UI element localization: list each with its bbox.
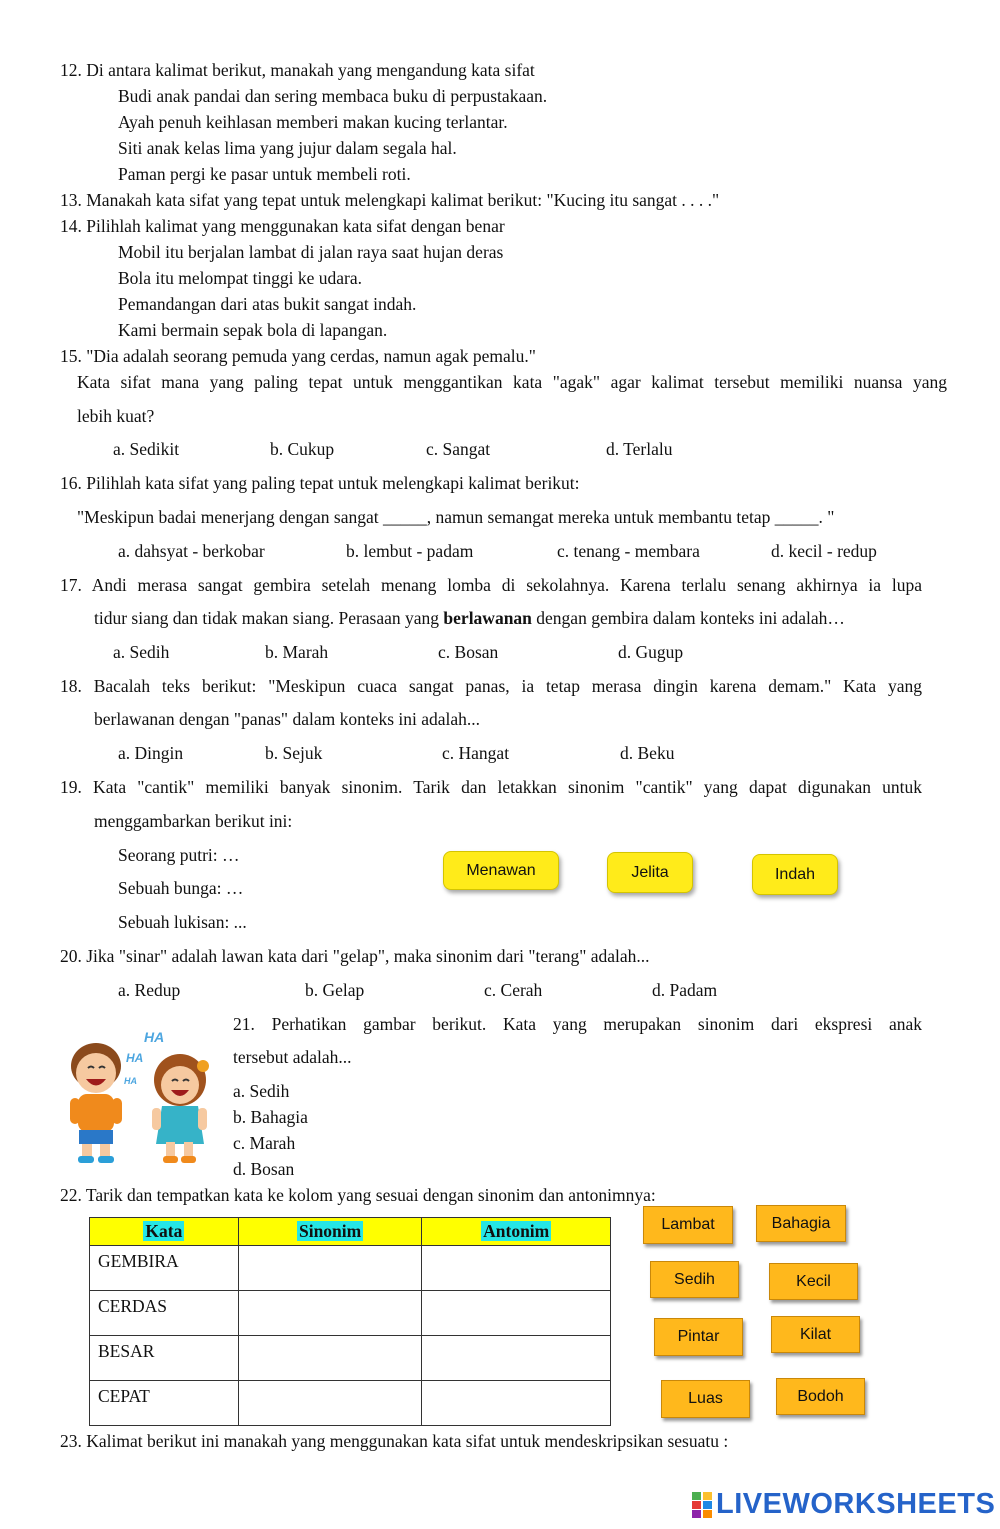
ha-text-2: HA — [126, 1051, 144, 1065]
q18-line2: berlawanan dengan "panas" dalam konteks ini adalah... — [94, 709, 481, 729]
q18-option-b[interactable]: b. Sejuk — [265, 743, 323, 763]
column-header-antonim: Antonim — [422, 1218, 611, 1246]
q18-line1: 18. Bacalah teks berikut: "Meskipun cuaca sangat panas, ia tetap merasa dingin karena demam." Kata yang — [60, 676, 922, 696]
q20-stem: 20. Jika "sinar" adalah lawan kata dari "gelap", maka sinonim dari "terang" adalah... — [60, 946, 650, 966]
q14-option-1: Mobil itu berjalan lambat di jalan raya saat hujan deras — [118, 242, 504, 262]
row-word: CEPAT — [90, 1381, 239, 1426]
q17-line1: 17. Andi merasa sangat gembira setelah menang lomba di sekolahnya. Karena terlalu senang akhirnya ia lupa — [60, 575, 922, 595]
drop-zone-sinonim[interactable] — [238, 1381, 422, 1426]
drop-zone-antonim[interactable] — [422, 1381, 611, 1426]
q21-option-a[interactable]: a. Sedih — [233, 1081, 290, 1101]
drag-tile-bahagia[interactable]: Bahagia — [756, 1205, 846, 1242]
drop-zone-antonim[interactable] — [422, 1291, 611, 1336]
table-row — [90, 1381, 611, 1426]
q12-option-3: Siti anak kelas lima yang jujur dalam segala hal. — [118, 138, 457, 158]
q20-option-a[interactable]: a. Redup — [118, 980, 181, 1000]
row-word: GEMBIRA — [90, 1246, 239, 1291]
q18-option-c[interactable]: c. Hangat — [442, 743, 510, 763]
drop-zone-sinonim[interactable] — [238, 1336, 422, 1381]
drag-tile-luas[interactable]: Luas — [661, 1380, 750, 1418]
drop-zone-antonim[interactable] — [422, 1246, 611, 1291]
q21-option-b[interactable]: b. Bahagia — [233, 1107, 308, 1127]
q12-option-4: Paman pergi ke pasar untuk membeli roti. — [118, 164, 411, 184]
q23-stem: 23. Kalimat berikut ini manakah yang menggunakan kata sifat untuk mendeskripsikan sesuatu : — [60, 1431, 729, 1451]
drag-tile-kecil[interactable]: Kecil — [769, 1263, 858, 1300]
drag-tile-bodoh[interactable]: Bodoh — [776, 1378, 865, 1415]
q21-option-c[interactable]: c. Marah — [233, 1133, 296, 1153]
liveworksheets-brand: LIVEWORKSHEETS — [716, 1488, 996, 1520]
q21-line2: tersebut adalah... — [233, 1047, 352, 1067]
q18-option-a[interactable]: a. Dingin — [118, 743, 184, 763]
column-header-kata: Kata — [90, 1218, 239, 1246]
q19-item-putri: Seorang putri: … — [118, 845, 240, 865]
q16-option-a[interactable]: a. dahsyat - berkobar — [118, 541, 265, 561]
q12-stem: 12. Di antara kalimat berikut, manakah yang mengandung kata sifat — [60, 60, 535, 80]
q15-option-a[interactable]: a. Sedikit — [113, 439, 180, 459]
q17-option-d[interactable]: d. Gugup — [618, 642, 684, 662]
girl-figure — [152, 1054, 209, 1163]
q20-option-b[interactable]: b. Gelap — [305, 980, 365, 1000]
q14-option-2: Bola itu melompat tinggi ke udara. — [118, 268, 362, 288]
q14-option-3: Pemandangan dari atas bukit sangat indah. — [118, 294, 417, 314]
laughing-children-image — [62, 1018, 222, 1168]
q16-stem: 16. Pilihlah kata sifat yang paling tepat untuk melengkapi kalimat berikut: — [60, 473, 580, 493]
column-header-sinonim: Sinonim — [238, 1218, 422, 1246]
q21-line1: 21. Perhatikan gambar berikut. Kata yang merupakan sinonim dari ekspresi anak — [233, 1014, 922, 1034]
synonym-antonym-table — [89, 1217, 611, 1426]
drag-choice-jelita[interactable]: Jelita — [607, 852, 693, 893]
q19-line1: 19. Kata "cantik" memiliki banyak sinonim. Tarik dan letakkan sinonim "cantik" yang dapat digunakan untuk — [60, 777, 922, 797]
table-row — [90, 1246, 611, 1291]
q16-option-b[interactable]: b. lembut - padam — [346, 541, 474, 561]
drag-tile-pintar[interactable]: Pintar — [654, 1318, 743, 1356]
q19-line2: menggambarkan berikut ini: — [94, 811, 293, 831]
q21-option-d[interactable]: d. Bosan — [233, 1159, 295, 1179]
q18-option-d[interactable]: d. Beku — [620, 743, 675, 763]
boy-figure — [70, 1043, 122, 1163]
q12-option-1: Budi anak pandai dan sering membaca buku di perpustakaan. — [118, 86, 548, 106]
table-row — [90, 1336, 611, 1381]
drop-zone-sinonim[interactable] — [238, 1291, 422, 1336]
q13-stem: 13. Manakah kata sifat yang tepat untuk melengkapi kalimat berikut: "Kucing itu sangat . . . ." — [60, 190, 720, 210]
drag-tile-lambat[interactable]: Lambat — [643, 1206, 733, 1244]
q16-option-d[interactable]: d. kecil - redup — [771, 541, 877, 561]
q12-option-2: Ayah penuh keihlasan memberi makan kucing terlantar. — [118, 112, 508, 132]
row-word: CERDAS — [90, 1291, 239, 1336]
q22-stem: 22. Tarik dan tempatkan kata ke kolom yang sesuai dengan sinonim dan antonimnya: — [60, 1185, 656, 1205]
q14-option-4: Kami bermain sepak bola di lapangan. — [118, 320, 388, 340]
q17-line2: tidur siang dan tidak makan siang. Perasaan yang berlawanan dengan gembira dalam konteks ini adalah… — [94, 608, 845, 628]
ha-text-3: HA — [124, 1076, 137, 1086]
q20-option-d[interactable]: d. Padam — [652, 980, 718, 1000]
drag-choice-menawan[interactable]: Menawan — [443, 851, 559, 890]
row-word: BESAR — [90, 1336, 239, 1381]
table-row — [90, 1291, 611, 1336]
q15-option-c[interactable]: c. Sangat — [426, 439, 491, 459]
q15-option-b[interactable]: b. Cukup — [270, 439, 335, 459]
drop-zone-antonim[interactable] — [422, 1336, 611, 1381]
q16-quote: "Meskipun badai menerjang dengan sangat _____, namun semangat mereka untuk membantu tetap _____. " — [77, 507, 835, 527]
q15-line3: lebih kuat? — [77, 406, 155, 426]
ha-text-1: HA — [144, 1029, 165, 1045]
drop-zone-sinonim[interactable] — [238, 1246, 422, 1291]
q17-option-b[interactable]: b. Marah — [265, 642, 329, 662]
q19-item-bunga: Sebuah bunga: … — [118, 878, 244, 898]
q17-emphasis: berlawanan — [443, 608, 532, 628]
q15-stem: 15. "Dia adalah seorang pemuda yang cerdas, namun agak pemalu." — [60, 346, 536, 366]
q15-line2: Kata sifat mana yang paling tepat untuk menggantikan kata "agak" agar kalimat tersebut memiliki nuansa yang — [77, 372, 947, 392]
q20-option-c[interactable]: c. Cerah — [484, 980, 543, 1000]
liveworksheets-logo-icon — [692, 1492, 712, 1518]
q15-option-d[interactable]: d. Terlalu — [606, 439, 673, 459]
q17-option-a[interactable]: a. Sedih — [113, 642, 170, 662]
q14-stem: 14. Pilihlah kalimat yang menggunakan kata sifat dengan benar — [60, 216, 505, 236]
q19-item-lukisan: Sebuah lukisan: ... — [118, 912, 247, 932]
q16-option-c[interactable]: c. tenang - membara — [557, 541, 700, 561]
drag-tile-kilat[interactable]: Kilat — [771, 1316, 860, 1353]
drag-tile-sedih[interactable]: Sedih — [650, 1261, 739, 1298]
q17-option-c[interactable]: c. Bosan — [438, 642, 499, 662]
drag-choice-indah[interactable]: Indah — [752, 854, 838, 895]
